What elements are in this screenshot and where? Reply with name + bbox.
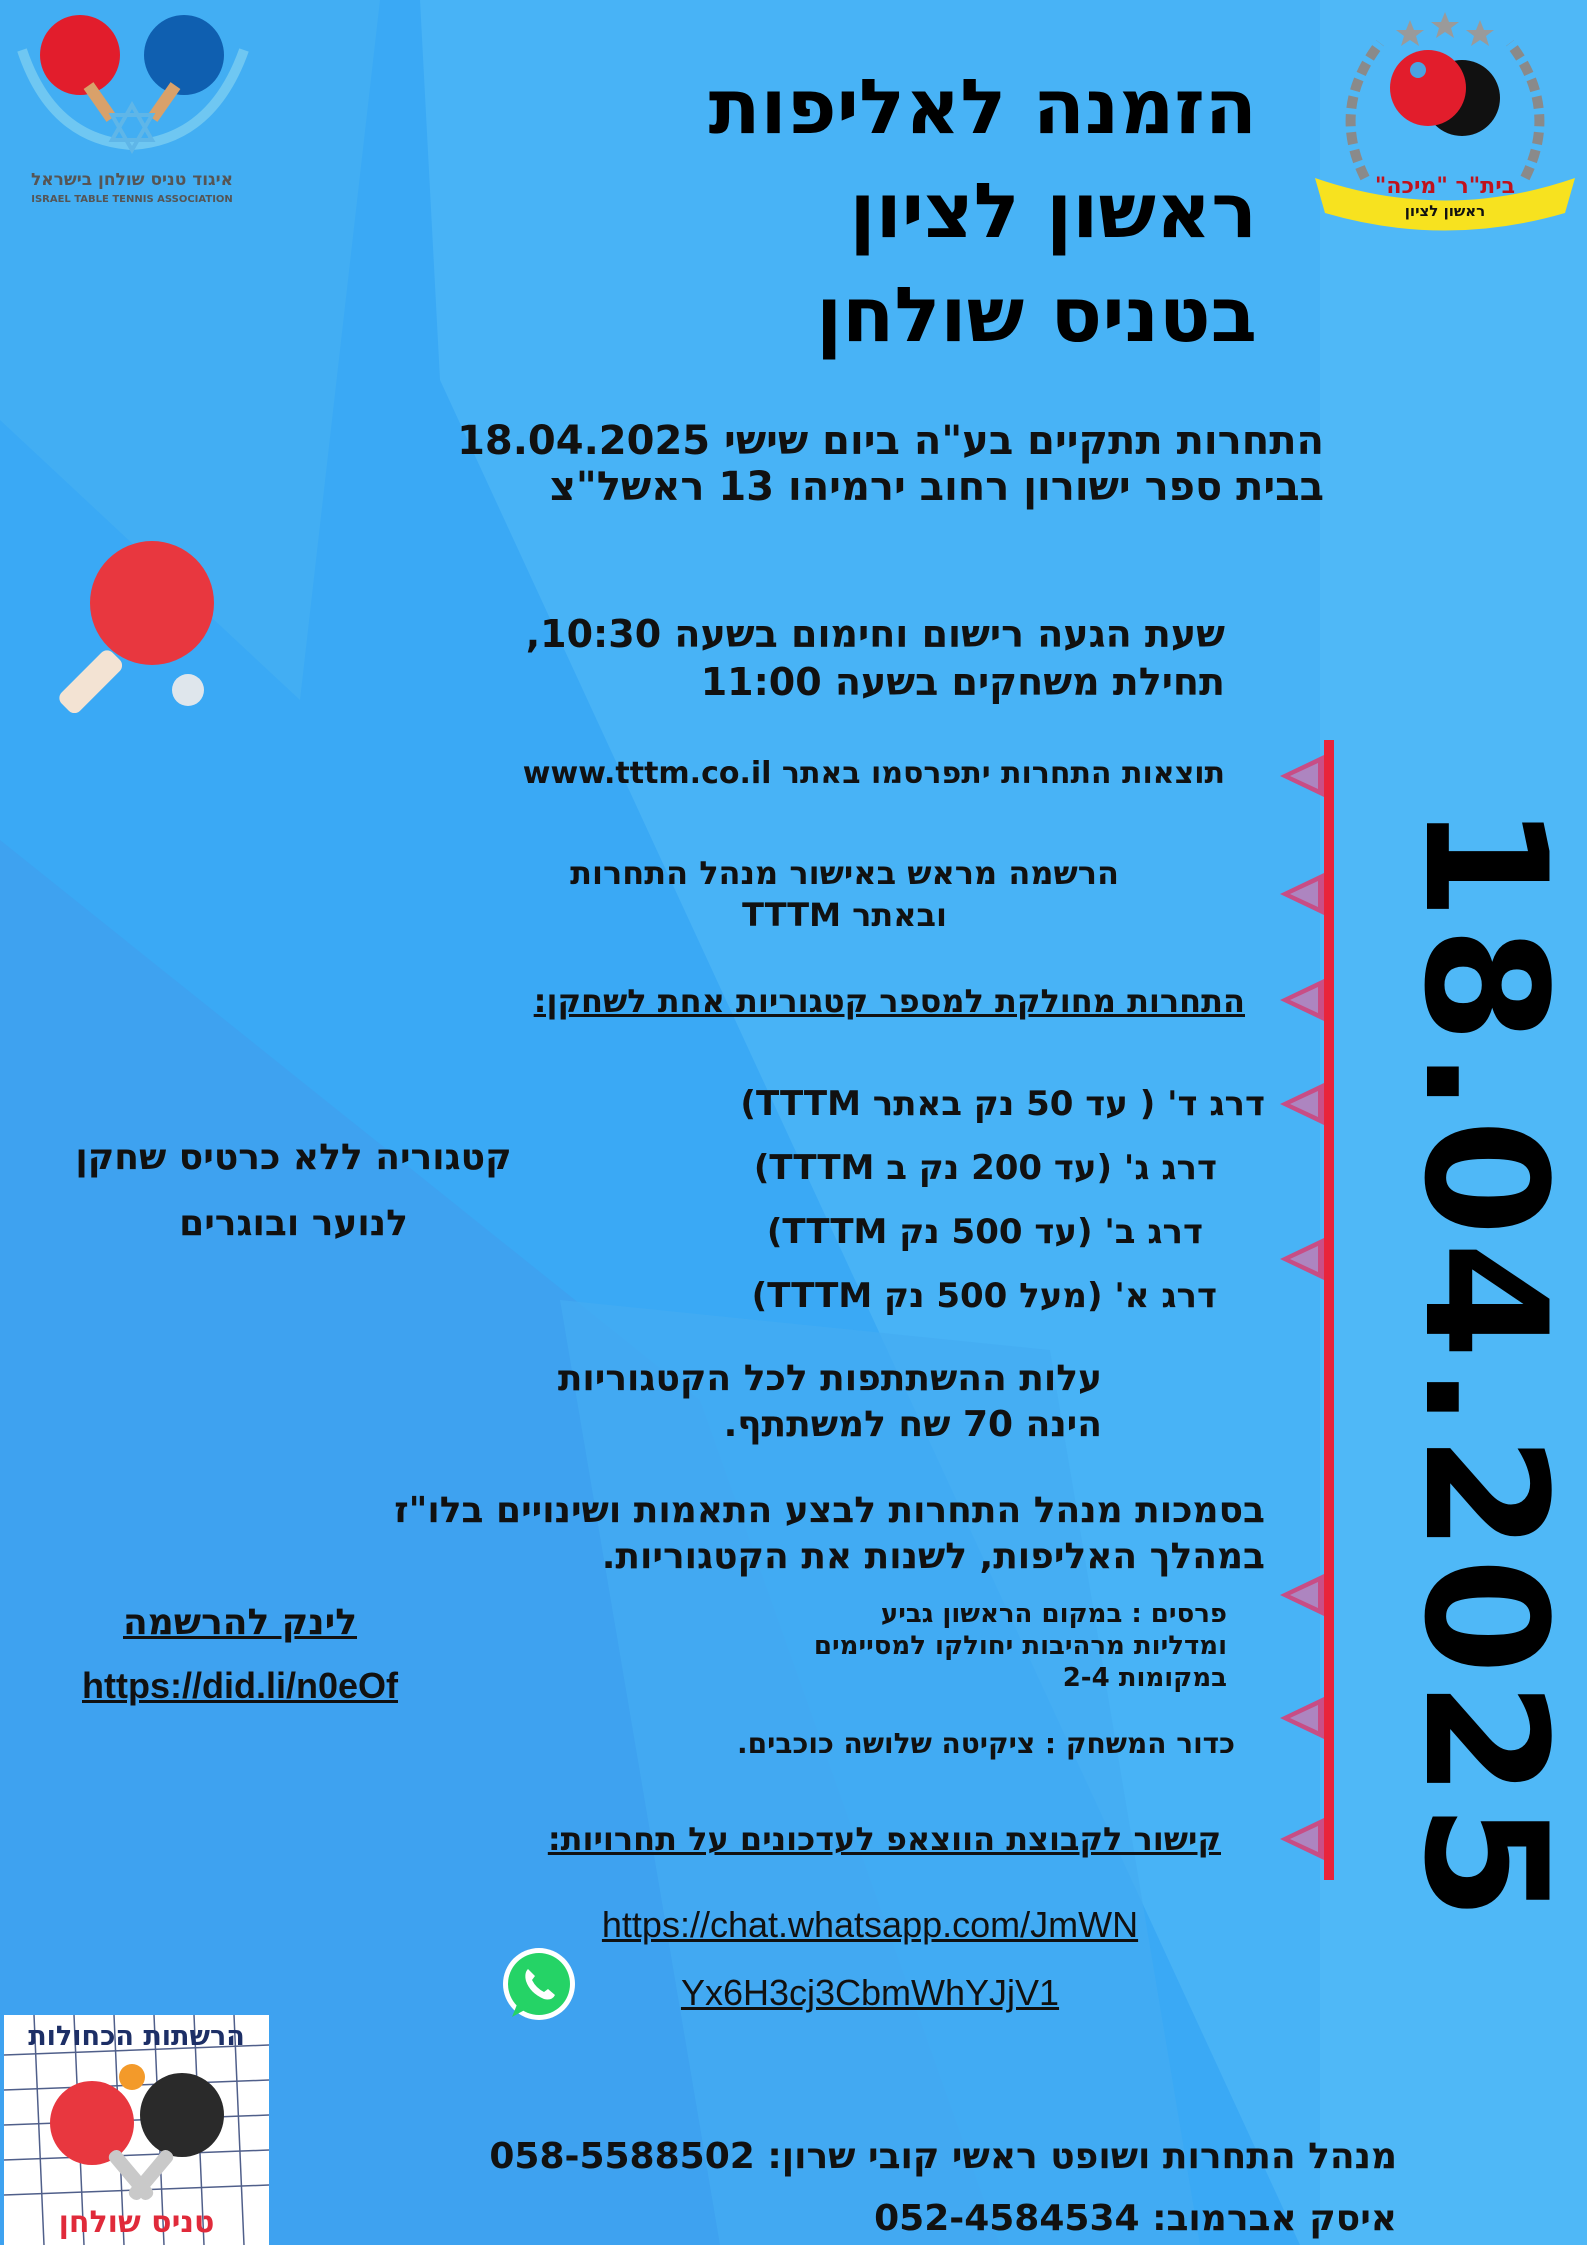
signup-link[interactable]: https://did.li/n0eOf [82,1665,398,1706]
bullet-ball [1280,1697,1324,1739]
category-list [740,1082,1265,1338]
authority-line-1: בסמכות מנהל התחרות לבצע התאמות ושינויים בלו"ז [394,1490,1265,1531]
timeline-line [1324,740,1334,1880]
event-details [457,418,1324,510]
prizes-line-2: ומדליות מרהיבות יחולקו למסיימים [813,1631,1227,1661]
whatsapp-icon[interactable] [500,1945,578,2023]
blue-districts-top-text: הרשתות הכחולות [28,2021,245,2052]
no-card-category [16,1125,571,1257]
blue-districts-bottom-text: טניס שולחן [58,2205,215,2240]
association-name-he: איגוד טניס שולחן בישראל [30,170,234,190]
whatsapp-link-line-1[interactable]: https://chat.whatsapp.com/JmWN [601,1904,1139,1945]
whatsapp-link-line-2[interactable]: Yx6H3cj3CbmWhYJjV1 [680,1972,1060,2013]
club-city: ראשון לציון [1404,202,1486,220]
registration [570,852,1119,936]
fee-line-1: עלות ההשתתפות לכל הקטגוריות [557,1358,1102,1399]
association-logo [12,10,252,210]
club-name: בית"ר "מיכה" [1374,174,1516,199]
title-line-1: הזמנה לאליפות [708,62,1257,151]
schedule-line-1: שעת הגעה רישום וחימום בשעה 10:30, [525,612,1225,656]
bullet-category-a [1280,1238,1324,1280]
bullet-category-d [1280,1083,1324,1125]
category-item: דרג ב' (עד 500 נק TTTM) [766,1212,1203,1252]
category-item: דרג א' (מעל 500 נק TTTM) [751,1276,1217,1316]
whatsapp-link[interactable] [560,1900,1180,2018]
title-line-3: בטניס שולחן [816,270,1257,359]
paddle-ball-icon [40,535,220,715]
signup-label: לינק להרשמה [123,1602,357,1643]
game-ball: כדור המשחק : ציקיטה שלושה כוכבים. [737,1727,1235,1760]
no-card-line-1: קטגוריה ללא כרטיס שחקן [75,1137,512,1178]
prizes [814,1598,1227,1694]
association-name-en: ISRAEL TABLE TENNIS ASSOCIATION [31,194,233,205]
contacts [489,2126,1397,2245]
fee-line-2: הינה 70 שח למשתתף. [723,1404,1102,1445]
contact-line-2: איסק אברמוב: 052-4584534 [874,2198,1397,2239]
registration-line-1: הרשמה מראש באישור מנהל התחרות [570,854,1119,892]
no-card-line-2: לנוער ובוגרים [179,1203,408,1244]
title-line-2: ראשון לציון [849,166,1257,255]
category-item: דרג ג' (עד 200 נק ב TTTM) [753,1148,1217,1188]
authority-line-2: במהלך האליפות, לשנות את הקטגוריות. [601,1536,1265,1577]
schedule-line-2: תחילת משחקים בשעה 11:00 [700,660,1225,704]
categories-header: התחרות מחולקת למספר קטגוריות אחת לשחקן: [533,982,1245,1020]
bullet-categories [1280,979,1324,1021]
paddles-star-icon [12,10,252,160]
prizes-line-1: פרסים : במקום הראשון גביע [880,1599,1227,1629]
page-title [357,55,1257,367]
category-item: דרג ד' ( עד 50 נק באתר TTTM) [740,1084,1265,1124]
bullet-results [1280,755,1324,797]
club-logo [1310,8,1580,238]
participation-fee [558,1356,1102,1448]
schedule [526,610,1225,706]
prizes-line-3: במקומות 2-4 [1062,1663,1227,1693]
big-date-text: 18.04.2025 [1387,803,1583,1927]
bullet-prizes [1280,1574,1324,1616]
blue-districts-logo [4,2015,269,2245]
whatsapp-label: קישור לקבוצת הווצאפ לעדכונים על תחרויות: [547,1820,1221,1858]
bullet-registration [1280,873,1324,915]
event-line-2: בבית ספר ישורון רחוב ירמיהו 13 ראשל"צ [549,464,1324,510]
big-date [1355,760,1587,1970]
event-line-1: התחרות תתקיים בע"ה ביום שישי 18.04.2025 [457,418,1324,464]
bullet-whatsapp [1280,1818,1324,1860]
authority-note [394,1488,1265,1580]
contact-line-1: מנהל התחרות ושופט ראשי קובי שרון: 058-5588502 [489,2136,1397,2177]
results-text: תוצאות התחרות יתפרסמו באתר www.tttm.co.il [522,756,1225,791]
registration-line-2: ובאתר TTTM [742,896,947,934]
